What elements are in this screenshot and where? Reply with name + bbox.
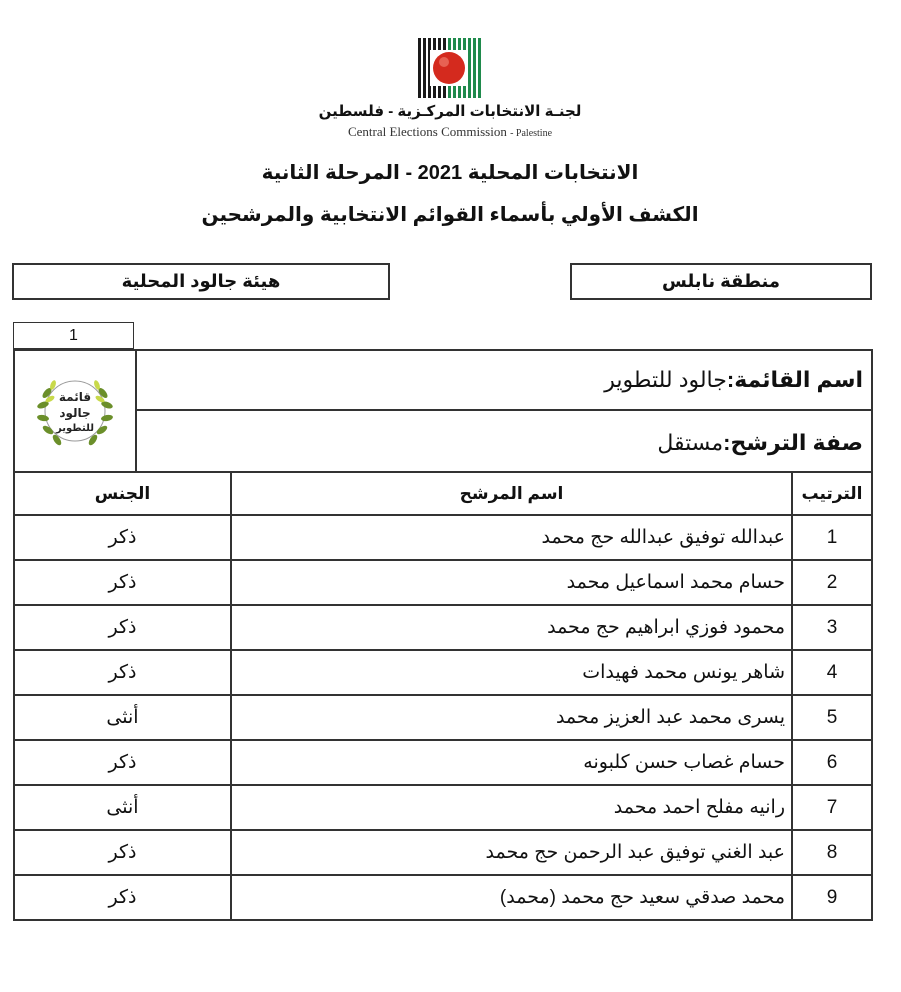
gender-cell: ذكر: [14, 515, 231, 560]
list-emblem: [15, 351, 137, 471]
org-name-english: [300, 124, 600, 140]
rank-cell: 7: [792, 785, 872, 830]
region-box: منطقة نابلس: [570, 263, 872, 300]
rank-cell: 6: [792, 740, 872, 785]
gender-cell: ذكر: [14, 740, 231, 785]
table-row: [14, 785, 872, 830]
table-row: [14, 695, 872, 740]
svg-text:للتطوير: للتطوير: [56, 423, 94, 434]
candidacy-type-row: [135, 413, 871, 473]
gender-cell: ذكر: [14, 875, 231, 920]
rank-cell: 1: [792, 515, 872, 560]
org-name-english-main: Central Elections Commission: [347, 124, 507, 139]
list-name-label: اسم القائمة:: [726, 367, 863, 392]
candidate-name-cell: محمود فوزي ابراهيم حج محمد: [231, 605, 792, 650]
table-row: [14, 515, 872, 560]
candidate-name-cell: يسرى محمد عبد العزيز محمد: [231, 695, 792, 740]
list-name-value: جالود للتطوير: [604, 367, 727, 392]
gender-cell: ذكر: [14, 650, 231, 695]
table-row: [14, 830, 872, 875]
table-row: [14, 650, 872, 695]
table-row: [14, 605, 872, 650]
rank-cell: 4: [792, 650, 872, 695]
rank-cell: 8: [792, 830, 872, 875]
svg-text:قائمة: قائمة: [58, 390, 92, 404]
table-row: [14, 740, 872, 785]
header-gender: الجنس: [14, 472, 231, 515]
laurel-wreath-icon: [27, 363, 123, 459]
svg-text:جالود: جالود: [59, 406, 91, 420]
list-name-row: [135, 351, 871, 411]
list-info-panel: [13, 349, 873, 473]
candidate-name-cell: رانيه مفلح احمد محمد: [231, 785, 792, 830]
org-name-arabic: لجنـة الانتخابات المركـزية - فلسطين: [318, 103, 582, 120]
gender-cell: ذكر: [14, 830, 231, 875]
gender-cell: أنثى: [14, 785, 231, 830]
page-subtitle: الكشف الأولي بأسماء القوائم الانتخابية والمرشحين: [201, 204, 699, 226]
candidate-name-cell: محمد صدقي سعيد حج محمد (محمد): [231, 875, 792, 920]
candidacy-type-value: مستقل: [657, 430, 724, 455]
candidate-name-cell: حسام غصاب حسن كلبونه: [231, 740, 792, 785]
org-name-english-suffix: - Palestine: [510, 128, 553, 139]
candidate-name-cell: عبد الغني توفيق عبد الرحمن حج محمد: [231, 830, 792, 875]
rank-cell: 2: [792, 560, 872, 605]
gender-cell: ذكر: [14, 560, 231, 605]
candidate-name-cell: شاهر يونس محمد فهيدات: [231, 650, 792, 695]
candidacy-type-label: صفة الترشح:: [723, 430, 863, 455]
cec-logo: [418, 38, 481, 98]
candidate-name-cell: عبدالله توفيق عبدالله حج محمد: [231, 515, 792, 560]
rank-cell: 9: [792, 875, 872, 920]
list-number-box: 1: [13, 322, 134, 349]
rank-cell: 5: [792, 695, 872, 740]
candidates-table: [13, 471, 873, 921]
table-row: [14, 560, 872, 605]
page-title: الانتخابات المحلية 2021 - المرحلة الثانية: [261, 162, 639, 184]
table-row: [14, 875, 872, 920]
gender-cell: ذكر: [14, 605, 231, 650]
header-candidate-name: اسم المرشح: [231, 472, 792, 515]
rank-cell: 3: [792, 605, 872, 650]
candidate-name-cell: حسام محمد اسماعيل محمد: [231, 560, 792, 605]
gender-cell: أنثى: [14, 695, 231, 740]
local-authority-box: هيئة جالود المحلية: [12, 263, 390, 300]
table-header-row: [14, 472, 872, 515]
header-rank: الترتيب: [792, 472, 872, 515]
